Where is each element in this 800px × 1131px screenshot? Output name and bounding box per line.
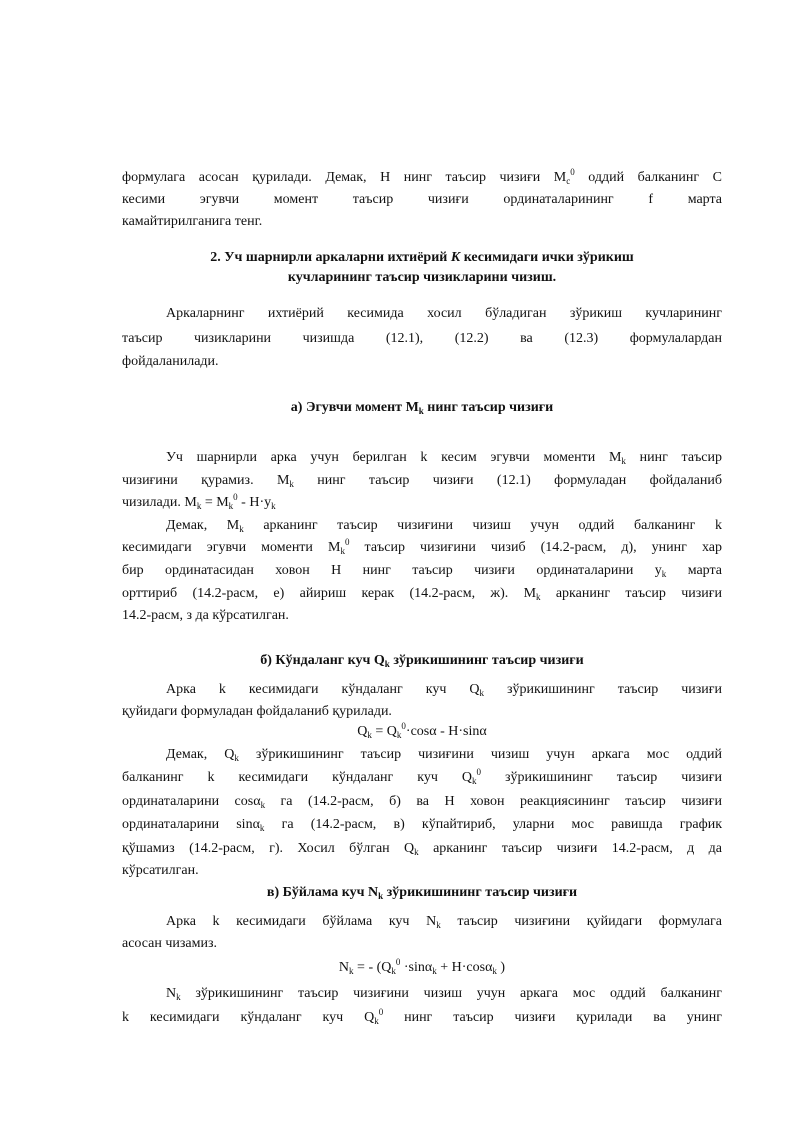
paragraph-line: Уч шарнирли арка учун берилган k кесим эгувчи моменти $M_k$ нинг таъсир — [166, 450, 723, 466]
subsection-heading-axial-force: в) Бўйлама куч $N_k$ зўрикишининг таъсир чизиғи — [266, 885, 578, 901]
paragraph-line: Арка k кесимидаги бўйлама куч $N_k$ таъсир чизиғини қуйидаги формулага — [166, 914, 723, 930]
paragraph-line: кўрсатилган. — [122, 863, 199, 878]
paragraph-line: ординаталарини cosα$_k$ га (14.2-расм, б) ва H ховон реакциясининг таъсир чизиғи — [122, 794, 722, 810]
paragraph-line: кесимидаги эгувчи моменти $M_k^0$ таъсир чизиғини чизиб (14.2-расм, д), унинг хар — [122, 537, 723, 556]
paragraph-line: орттириб (14.2-расм, е) айириш керак (14.2-расм, ж). $M_k$ арканинг таъсир чизиғи — [122, 586, 722, 602]
paragraph-line: Аркаларнинг ихтиёрий кесимида хосил бўладиган зўрикиш кучларининг — [166, 306, 722, 321]
paragraph-line: кесими эгувчи момент таъсир чизиғи ординаталарининг f марта — [122, 192, 722, 207]
subsection-heading-shear-force: б) Кўндаланг куч $Q_k$ зўрикишининг таъсир чизиғи — [260, 653, 584, 669]
paragraph-line: чизиғини қурамиз. $M_k$ нинг таъсир чизиғи (12.1) формуладан фойдаланиб — [122, 473, 722, 489]
paragraph-line: чизилади. $M_k = M_k^0 - H\cdot y_k$ — [122, 492, 276, 511]
paragraph-line: Демак, $M_k$ арканинг таъсир чизиғини чизиш учун оддий балканинг k — [166, 518, 722, 534]
paragraph-line: камайтирилганига тенг. — [122, 214, 263, 229]
equation-axial: $N_k$ = - ($Q_k^0 \cdot\sin\alpha_k + H\cdot\cos\alpha_k$ ) — [338, 957, 506, 976]
paragraph-line: бир ординатасидан ховон H нинг таъсир чизиғи ординаталарини $y_k$ марта — [122, 563, 722, 579]
paragraph-line: асосан чизамиз. — [122, 936, 218, 951]
paragraph-line: балканинг k кесимидаги кўндаланг куч $Q_k^0$ зўрикишининг таъсир чизиғи — [122, 767, 723, 786]
section-heading: 2. Уч шарнирли аркаларни ихтиёрий K кесимидаги ички зўрикиш — [210, 250, 634, 265]
equation-shear: $Q_k = Q_k^0\cdot\cos\alpha - H\cdot\sin\alpha$ — [357, 721, 487, 740]
paragraph-line: қўшамиз (14.2-расм, г). Хосил бўлган $Q_k$ арканинг таъсир чизиғи 14.2-расм, д да — [122, 841, 722, 857]
section-heading-line-2: кучларининг таъсир чизикларини чизиш. — [287, 270, 557, 285]
paragraph-line: фойдаланилади. — [122, 354, 219, 369]
paragraph-line: Демак, $Q_k$ зўрикишининг таъсир чизиғини чизиш учун аркага мос оддий — [166, 747, 723, 763]
paragraph-line: $N_k$ зўрикишининг таъсир чизиғини чизиш учун аркага мос оддий балканинг — [166, 986, 722, 1002]
paragraph-line: k кесимидаги кўндаланг куч $Q_k^0$ нинг таъсир чизиғи қурилади ва унинг — [122, 1007, 722, 1026]
paragraph-line: таъсир чизикларини чизишда (12.1), (12.2) ва (12.3) формулалардан — [122, 331, 722, 346]
subsection-heading-bending-moment: а) Эгувчи момент $M_k$ нинг таъсир чизиғи — [290, 400, 554, 416]
paragraph-line: Арка k кесимидаги кўндаланг куч $Q_k$ зўрикишининг таъсир чизиғи — [166, 682, 722, 698]
paragraph-line: формулага асосан қурилади. Демак, H нинг таъсир чизиғи $M_c^0$ оддий балканинг C — [122, 167, 722, 186]
paragraph-line: 14.2-расм, з да кўрсатилган. — [122, 608, 289, 623]
paragraph-line: қуйидаги формуладан фойдаланиб қурилади. — [122, 704, 392, 719]
paragraph-line: ординаталарини sinα$_k$ га (14.2-расм, в) кўпайтириб, уларни мос равишда график — [122, 817, 723, 833]
